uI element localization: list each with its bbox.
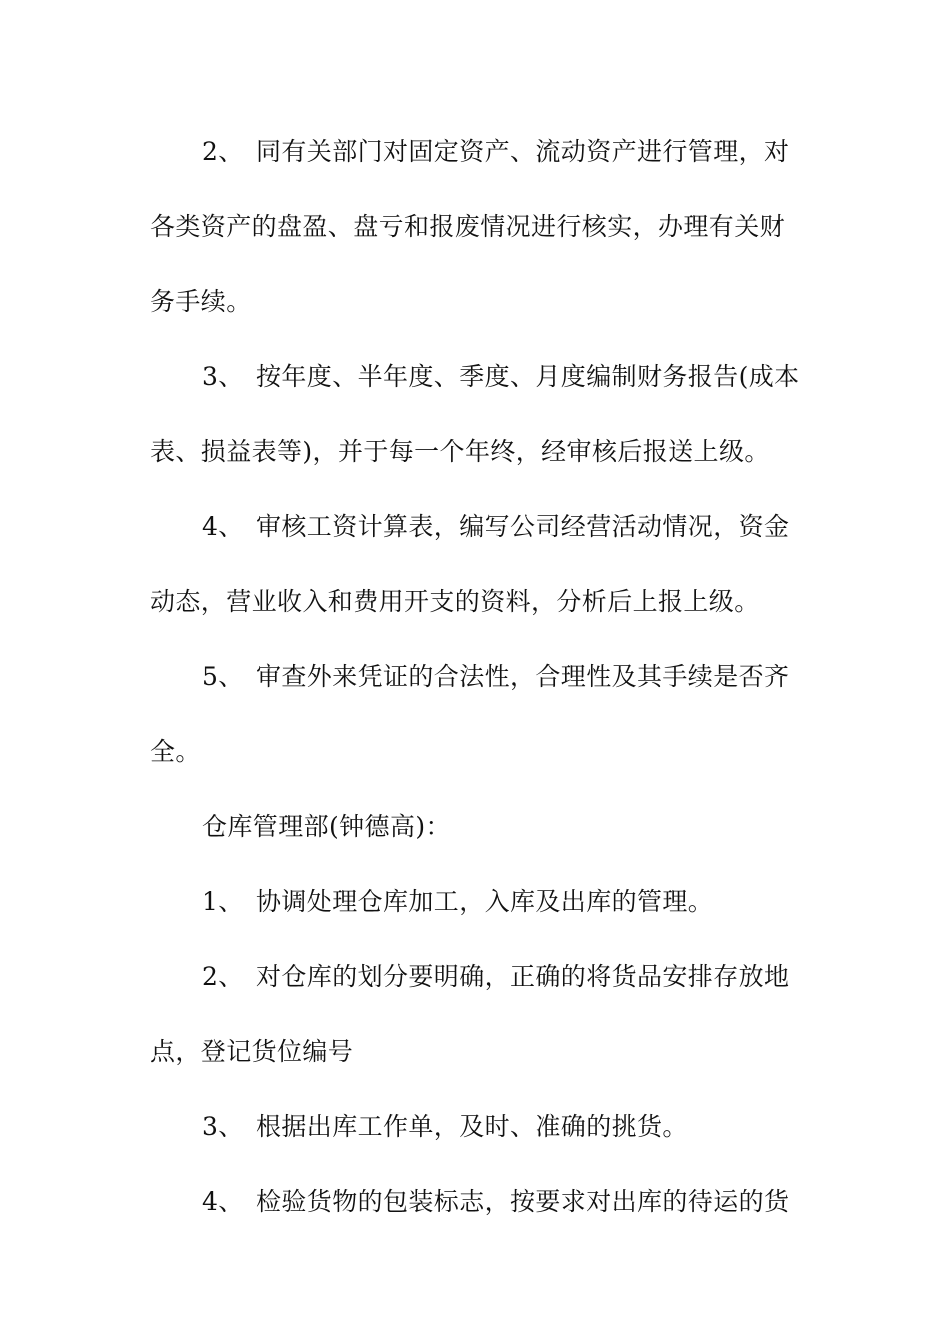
item-text: 对仓库的划分要明确，正确的将货品安排存放地	[256, 962, 790, 991]
item-text: 根据出库工作单，及时、准确的挑货。	[256, 1112, 688, 1141]
paragraph-continuation	[0, 432, 950, 472]
item-text: 务手续。	[150, 287, 252, 316]
section-heading	[0, 807, 950, 847]
item-text: 审查外来凭证的合法性，合理性及其手续是否齐	[256, 662, 790, 691]
item-text: 按年度、半年度、季度、月度编制财务报告(成本	[256, 362, 800, 391]
list-item-finance-2	[0, 132, 950, 172]
list-item-warehouse-4	[0, 1182, 950, 1222]
item-text: 动态，营业收入和费用开支的资料，分析后上报上级。	[150, 587, 760, 616]
item-text: 各类资产的盘盈、盘亏和报废情况进行核实，办理有关财	[150, 212, 786, 241]
item-number: 2、	[202, 137, 244, 166]
list-item-warehouse-2	[0, 957, 950, 997]
list-item-finance-5	[0, 657, 950, 697]
item-number: 3、	[202, 362, 244, 391]
section-title: 仓库管理部(钟德高)：	[202, 812, 451, 841]
item-text: 全。	[150, 737, 201, 766]
item-text: 同有关部门对固定资产、流动资产进行管理，对	[256, 137, 790, 166]
item-text: 协调处理仓库加工，入库及出库的管理。	[256, 887, 714, 916]
item-text: 点，登记货位编号	[150, 1037, 354, 1066]
paragraph-continuation	[0, 582, 950, 622]
item-number: 3、	[202, 1112, 244, 1141]
list-item-warehouse-1	[0, 882, 950, 922]
paragraph-continuation	[0, 207, 950, 247]
item-number: 1、	[202, 887, 244, 916]
paragraph-continuation	[0, 282, 950, 322]
list-item-warehouse-3	[0, 1107, 950, 1147]
item-text: 检验货物的包装标志，按要求对出库的待运的货	[256, 1187, 790, 1216]
item-number: 4、	[202, 1187, 244, 1216]
item-number: 5、	[202, 662, 244, 691]
item-text: 表、损益表等)，并于每一个年终，经审核后报送上级。	[150, 437, 770, 466]
item-number: 4、	[202, 512, 244, 541]
paragraph-continuation	[0, 1032, 950, 1072]
item-number: 2、	[202, 962, 244, 991]
item-text: 审核工资计算表，编写公司经营活动情况，资金	[256, 512, 790, 541]
list-item-finance-3	[0, 357, 950, 397]
paragraph-continuation	[0, 732, 950, 772]
list-item-finance-4	[0, 507, 950, 547]
